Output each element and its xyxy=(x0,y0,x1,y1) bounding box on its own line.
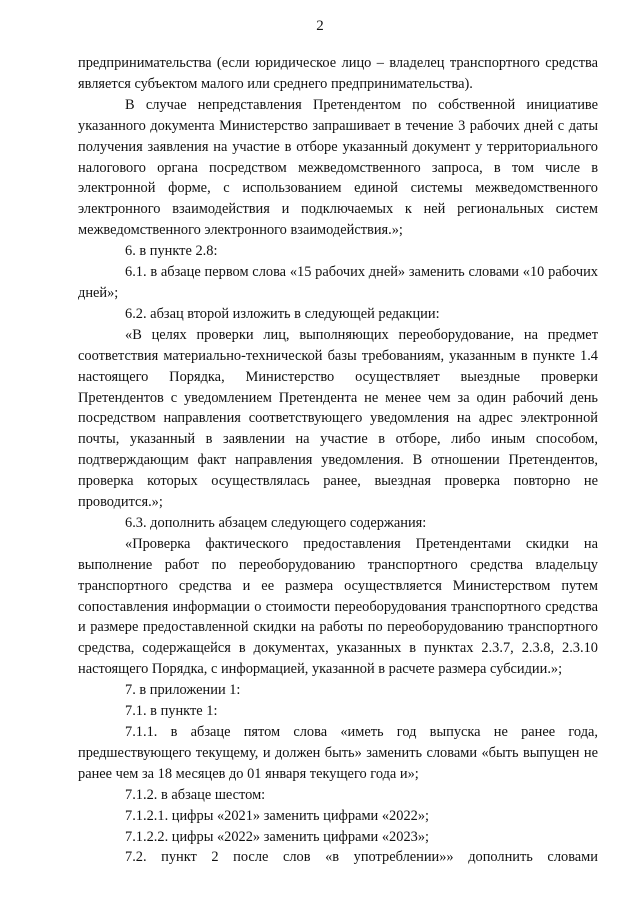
paragraph: 7.2. пункт 2 после слов «в употреблении»» дополнить словами xyxy=(125,849,598,866)
paragraph: 7.1. в пункте 1: xyxy=(125,703,218,720)
paragraph: 7.1.2.1. цифры «2021» заменить цифрами «2022»; xyxy=(125,807,430,824)
paragraph: 7. в приложении 1: xyxy=(125,682,241,699)
document-body xyxy=(78,53,598,868)
paragraph: 6.1. в абзаце первом слова «15 рабочих дней» заменить словами «10 рабочих дней»; xyxy=(78,264,598,301)
paragraph: В случае непредставления Претендентом по собственной инициативе указанного документа Министерство запрашивает в течение 3 рабочих дней с даты получения заявления на участие в отборе указанный документ у территориального налогового органа посредством межведомственного запроса, в том числе в электронной форме, с использованием единой системы межведомственного электронного взаимодействия и подключаемых к ней региональных систем межведомственного электронного взаимодействия.»; xyxy=(78,96,598,239)
paragraph: предпринимательства (если юридическое лицо – владелец транспортного средства является субъектом малого или среднего предпринимательства). xyxy=(78,55,598,92)
paragraph: 6.3. дополнить абзацем следующего содержания: xyxy=(125,514,427,531)
paragraph: 7.1.1. в абзаце пятом слова «иметь год выпуска не ранее года, предшествующего текущему, и должен быть» заменить словами «быть выпущен не ранее чем за 18 месяцев до 01 января текущего года и»; xyxy=(78,724,598,782)
paragraph: «В целях проверки лиц, выполняющих переоборудование, на предмет соответствия материально-технической базы требованиям, указанным в пункте 1.4 настоящего Порядка, Министерство осуществляет выездные проверки Претендентов с уведомлением Претендента не менее чем за один рабочий день посредством направления соответствующего уведомления на адрес электронной почты, указанный в заявлении на участие в отборе, либо иным способом, подтверждающим факт направления уведомления. В отношении Претендентов, проверка которых осуществлялась ранее, выездная проверка повторно не проводится.»; xyxy=(78,326,598,511)
paragraph: 7.1.2. в абзаце шестом: xyxy=(125,786,266,803)
paragraph: 7.1.2.2. цифры «2022» заменить цифрами «2023»; xyxy=(125,828,430,845)
page-number: 2 xyxy=(316,18,324,34)
paragraph: 6. в пункте 2.8: xyxy=(125,243,218,260)
paragraph: 6.2. абзац второй изложить в следующей редакции: xyxy=(125,305,440,322)
paragraph: «Проверка фактического предоставления Претендентами скидки на выполнение работ по переоборудованию транспортного средства владельцу транспортного средства и ее размера осуществляется Министерством путем сопоставления информации о стоимости переоборудования транспортного средства и размере предоставленной скидки на работы по переоборудованию транспортного средства, содержащейся в документах, указанных в пунктах 2.3.7, 2.3.8, 2.3.10 настоящего Порядка, с информацией, указанной в расчете размера субсидии.»; xyxy=(78,535,598,678)
